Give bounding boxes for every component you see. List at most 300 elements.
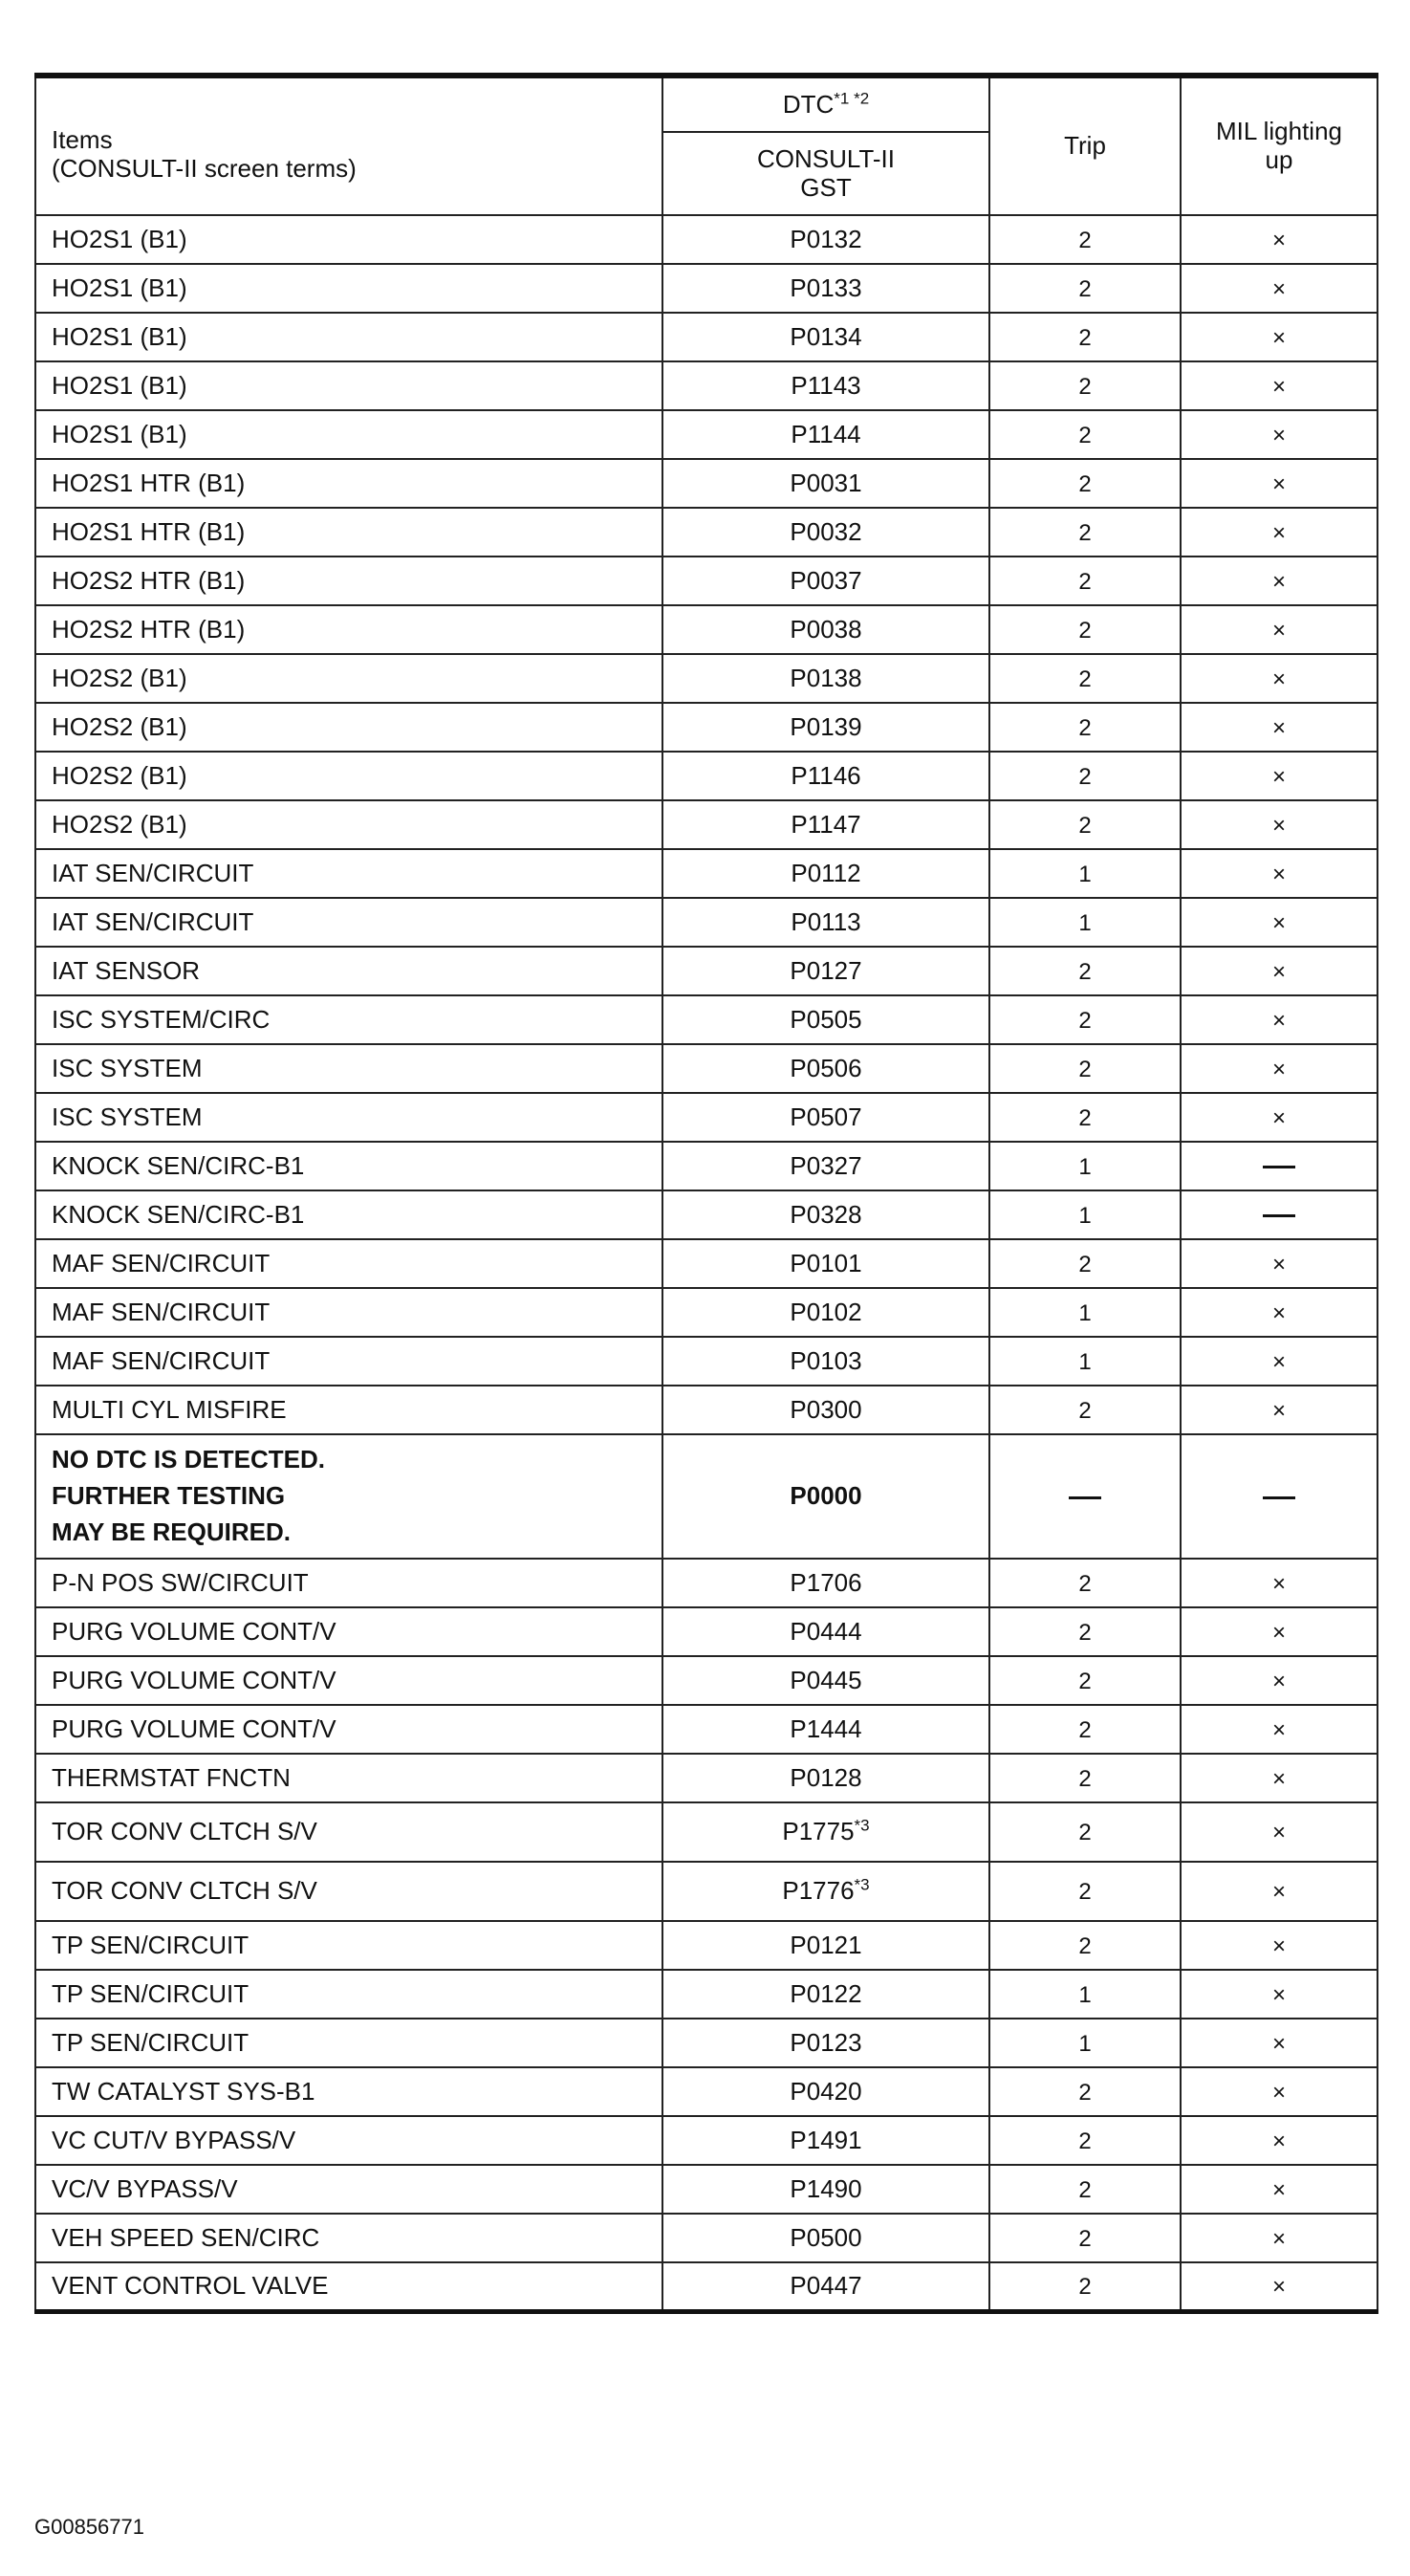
table-row <box>35 1921 1377 1970</box>
trip-cell <box>989 2067 1181 2116</box>
trip-cell <box>989 1607 1181 1656</box>
trip-cell <box>989 1921 1181 1970</box>
dtc-code: P0506 <box>790 1053 862 1082</box>
mark-value: 2 <box>1078 422 1092 448</box>
table-row <box>35 654 1377 703</box>
table-row <box>35 849 1377 898</box>
dtc-code: P1147 <box>791 809 861 839</box>
trip-cell <box>989 898 1181 947</box>
dtc-code-cell <box>662 995 989 1044</box>
mark-value: 1 <box>1078 1153 1092 1180</box>
table-row <box>35 1607 1377 1656</box>
dtc-code-cell <box>662 2116 989 2165</box>
mil-cell <box>1181 1705 1377 1754</box>
mil-cell <box>1181 849 1377 898</box>
dtc-subheader <box>662 132 989 215</box>
mil-cell <box>1181 1288 1377 1337</box>
item-cell: PURG VOLUME CONT/V <box>35 1607 662 1656</box>
trip-cell <box>989 1656 1181 1705</box>
item-cell: ISC SYSTEM/CIRC <box>35 995 662 1044</box>
mark-value: 2 <box>1078 324 1092 351</box>
item-cell: IAT SEN/CIRCUIT <box>35 849 662 898</box>
mark-value: × <box>1271 1007 1286 1034</box>
trip-cell <box>989 2165 1181 2214</box>
dtc-code-cell <box>662 800 989 849</box>
mark-value: 2 <box>1078 568 1092 595</box>
mark-value: × <box>1271 519 1286 546</box>
mark-value: × <box>1271 714 1286 741</box>
dtc-code-cell <box>662 752 989 800</box>
item-cell: HO2S1 HTR (B1) <box>35 459 662 508</box>
item-cell: HO2S2 (B1) <box>35 752 662 800</box>
dtc-code-cell <box>662 2067 989 2116</box>
table-row <box>35 264 1377 313</box>
mil-cell <box>1181 361 1377 410</box>
item-cell: TW CATALYST SYS-B1 <box>35 2067 662 2116</box>
mark-value: × <box>1271 1619 1286 1646</box>
item-cell: IAT SEN/CIRCUIT <box>35 898 662 947</box>
mark-value: 2 <box>1078 1007 1092 1034</box>
item-cell: HO2S2 HTR (B1) <box>35 557 662 605</box>
mark-value: × <box>1271 763 1286 790</box>
dtc-code: P0328 <box>790 1199 862 1229</box>
mil-cell <box>1181 947 1377 995</box>
dtc-code: P1444 <box>790 1714 862 1743</box>
mil-cell <box>1181 1559 1377 1607</box>
mark-value: 2 <box>1078 227 1092 253</box>
mark-value: × <box>1271 1570 1286 1597</box>
dtc-code-cell <box>662 1656 989 1705</box>
item-cell: ISC SYSTEM <box>35 1093 662 1142</box>
mil-cell <box>1181 752 1377 800</box>
table-row <box>35 605 1377 654</box>
mark-value: 2 <box>1078 1570 1092 1597</box>
table-row <box>35 1239 1377 1288</box>
dtc-code: P0134 <box>790 321 862 351</box>
mil-cell <box>1181 1239 1377 1288</box>
trip-cell <box>989 557 1181 605</box>
mark-value: 2 <box>1078 1716 1092 1743</box>
mil-header-line2: up <box>1265 145 1293 174</box>
item-cell: HO2S2 (B1) <box>35 703 662 752</box>
mil-cell <box>1181 313 1377 361</box>
table-body <box>35 215 1377 2311</box>
item-cell: MULTI CYL MISFIRE <box>35 1386 662 1434</box>
dtc-code: P1706 <box>790 1567 862 1597</box>
dtc-code-cell <box>662 1142 989 1190</box>
mark-value: × <box>1271 1820 1286 1846</box>
dtc-code-cell <box>662 1862 989 1921</box>
table-row <box>35 995 1377 1044</box>
mark-value: 2 <box>1078 714 1092 741</box>
mark-value: 1 <box>1078 861 1092 887</box>
dtc-code: P0447 <box>790 2270 862 2300</box>
dash-mark <box>1263 1496 1295 1499</box>
mark-value: × <box>1271 1251 1286 1277</box>
mark-value: 2 <box>1078 812 1092 839</box>
mark-value: 2 <box>1078 2176 1092 2203</box>
mil-cell <box>1181 459 1377 508</box>
mark-value: × <box>1271 2030 1286 2057</box>
item-line: MAY BE REQUIRED. <box>52 1517 291 1546</box>
trip-cell <box>989 1093 1181 1142</box>
mark-value: × <box>1271 2128 1286 2154</box>
dtc-code: P1490 <box>790 2173 862 2203</box>
mark-value: 1 <box>1078 1981 1092 2008</box>
table-row <box>35 1970 1377 2019</box>
dtc-code-cell <box>662 508 989 557</box>
dtc-code: P1143 <box>791 370 861 400</box>
item-line: NO DTC IS DETECTED. <box>52 1445 326 1474</box>
item-cell: VC CUT/V BYPASS/V <box>35 2116 662 2165</box>
item-cell: TP SEN/CIRCUIT <box>35 2019 662 2067</box>
table-row <box>35 361 1377 410</box>
mark-value: 2 <box>1078 2079 1092 2106</box>
dtc-code: P0102 <box>790 1297 862 1326</box>
mark-value: 2 <box>1078 1879 1092 1906</box>
mark-value: × <box>1271 2225 1286 2252</box>
mark-value: 2 <box>1078 2225 1092 2252</box>
mark-value: × <box>1271 568 1286 595</box>
dtc-footnote-mark: *3 <box>854 1875 870 1894</box>
mark-value: 2 <box>1078 1056 1092 1082</box>
mark-value: 2 <box>1078 2273 1092 2300</box>
mark-value: 2 <box>1078 373 1092 400</box>
item-cell: P-N POS SW/CIRCUIT <box>35 1559 662 1607</box>
mark-value: 2 <box>1078 763 1092 790</box>
dtc-code: P0139 <box>790 711 862 741</box>
table-row <box>35 947 1377 995</box>
table-row <box>35 800 1377 849</box>
mil-cell <box>1181 2067 1377 2116</box>
trip-cell <box>989 361 1181 410</box>
trip-cell <box>989 1239 1181 1288</box>
mil-cell <box>1181 898 1377 947</box>
trip-cell <box>989 508 1181 557</box>
item-cell: VEH SPEED SEN/CIRC <box>35 2214 662 2262</box>
table-row <box>35 1337 1377 1386</box>
dtc-code-cell <box>662 2165 989 2214</box>
item-cell: HO2S1 HTR (B1) <box>35 508 662 557</box>
trip-cell <box>989 703 1181 752</box>
mil-header-line1: MIL lighting <box>1216 117 1342 146</box>
mil-cell <box>1181 508 1377 557</box>
mark-value: × <box>1271 275 1286 302</box>
mark-value: × <box>1271 1104 1286 1131</box>
dtc-code: P0122 <box>790 1978 862 2008</box>
mark-value: 2 <box>1078 1251 1092 1277</box>
mil-cell <box>1181 2116 1377 2165</box>
trip-cell <box>989 2214 1181 2262</box>
item-cell: TOR CONV CLTCH S/V <box>35 1862 662 1921</box>
trip-cell <box>989 313 1181 361</box>
dtc-code: P0031 <box>790 468 862 497</box>
dtc-code: P0038 <box>790 614 862 644</box>
mark-value: × <box>1271 1348 1286 1375</box>
trip-cell <box>989 800 1181 849</box>
dtc-code-cell <box>662 605 989 654</box>
mil-cell <box>1181 1862 1377 1921</box>
mark-value: 2 <box>1078 2128 1092 2154</box>
dtc-code: P0103 <box>790 1345 862 1375</box>
mil-cell <box>1181 605 1377 654</box>
dtc-code: P1776 <box>782 1876 855 1906</box>
dtc-code: P0327 <box>790 1150 862 1180</box>
mil-cell <box>1181 1802 1377 1862</box>
table-row <box>35 1434 1377 1559</box>
dtc-code: P1775 <box>782 1817 855 1846</box>
mark-value: × <box>1271 1397 1286 1424</box>
mark-value: × <box>1271 1668 1286 1694</box>
mil-cell <box>1181 654 1377 703</box>
trip-cell <box>989 1434 1181 1559</box>
item-cell: KNOCK SEN/CIRC-B1 <box>35 1190 662 1239</box>
table-row <box>35 215 1377 264</box>
table-row <box>35 703 1377 752</box>
mark-value: × <box>1271 373 1286 400</box>
mil-cell <box>1181 1044 1377 1093</box>
mil-cell <box>1181 1434 1377 1559</box>
trip-cell <box>989 1754 1181 1802</box>
dtc-code: P0032 <box>790 516 862 546</box>
item-cell: TP SEN/CIRCUIT <box>35 1921 662 1970</box>
item-cell: HO2S1 (B1) <box>35 410 662 459</box>
mil-cell <box>1181 410 1377 459</box>
mark-value: 2 <box>1078 617 1092 644</box>
dtc-code-cell <box>662 1288 989 1337</box>
dtc-code-cell <box>662 654 989 703</box>
dtc-code-cell <box>662 1754 989 1802</box>
trip-cell <box>989 1970 1181 2019</box>
table-row <box>35 1559 1377 1607</box>
items-column-header <box>35 76 662 215</box>
mil-cell <box>1181 2214 1377 2262</box>
trip-cell <box>989 1802 1181 1862</box>
dtc-code-cell <box>662 2214 989 2262</box>
item-cell: HO2S2 (B1) <box>35 654 662 703</box>
table-row <box>35 1802 1377 1862</box>
table-row <box>35 1142 1377 1190</box>
mil-cell <box>1181 1656 1377 1705</box>
mil-cell <box>1181 1970 1377 2019</box>
mil-cell <box>1181 1754 1377 1802</box>
dtc-code-cell <box>662 215 989 264</box>
figure-id: G00856771 <box>34 2515 144 2539</box>
trip-cell <box>989 1044 1181 1093</box>
consult-label: CONSULT-II <box>757 143 895 173</box>
mark-value: × <box>1271 958 1286 985</box>
trip-cell <box>989 215 1181 264</box>
item-cell: PURG VOLUME CONT/V <box>35 1705 662 1754</box>
dtc-code: P0128 <box>790 1762 862 1792</box>
item-cell: HO2S1 (B1) <box>35 264 662 313</box>
item-cell: ISC SYSTEM <box>35 1044 662 1093</box>
dtc-code: P0444 <box>790 1616 862 1646</box>
mark-value: × <box>1271 2273 1286 2300</box>
dtc-code: P0505 <box>790 1004 862 1034</box>
mil-cell <box>1181 1386 1377 1434</box>
table-row <box>35 1862 1377 1921</box>
dtc-code-cell <box>662 361 989 410</box>
mark-value: 2 <box>1078 1104 1092 1131</box>
dtc-code-cell <box>662 1802 989 1862</box>
mark-value: × <box>1271 909 1286 936</box>
dtc-table-sheet <box>34 73 1377 2314</box>
trip-cell <box>989 459 1181 508</box>
dash-mark <box>1263 1166 1295 1168</box>
dtc-code-cell <box>662 1705 989 1754</box>
item-cell: VC/V BYPASS/V <box>35 2165 662 2214</box>
dtc-code-cell <box>662 849 989 898</box>
table-row <box>35 2019 1377 2067</box>
dtc-code: P1491 <box>790 2125 862 2154</box>
table-row <box>35 752 1377 800</box>
mark-value: 2 <box>1078 1765 1092 1792</box>
mark-value: × <box>1271 1981 1286 2008</box>
dtc-code-cell <box>662 947 989 995</box>
mark-value: × <box>1271 861 1286 887</box>
dtc-code: P0132 <box>790 224 862 253</box>
dtc-code: P0101 <box>790 1248 862 1277</box>
item-cell: HO2S1 (B1) <box>35 215 662 264</box>
table-row <box>35 1093 1377 1142</box>
trip-cell <box>989 1386 1181 1434</box>
mark-value: 1 <box>1078 909 1092 936</box>
dtc-code-cell <box>662 2019 989 2067</box>
dtc-code: P0123 <box>790 2027 862 2057</box>
mark-value: 2 <box>1078 470 1092 497</box>
trip-cell <box>989 264 1181 313</box>
mark-value: 2 <box>1078 1820 1092 1846</box>
dtc-code: P0037 <box>790 565 862 595</box>
mil-cell <box>1181 1921 1377 1970</box>
mark-value: × <box>1271 812 1286 839</box>
dtc-code: P0507 <box>790 1102 862 1131</box>
mark-value: × <box>1271 1932 1286 1959</box>
mil-column-header <box>1181 76 1377 215</box>
dtc-code-cell <box>662 410 989 459</box>
mark-value: 2 <box>1078 1668 1092 1694</box>
trip-cell <box>989 752 1181 800</box>
dtc-code-cell <box>662 264 989 313</box>
table-row <box>35 410 1377 459</box>
item-cell: KNOCK SEN/CIRC-B1 <box>35 1142 662 1190</box>
mil-cell <box>1181 1142 1377 1190</box>
dtc-code-cell <box>662 1386 989 1434</box>
trip-cell <box>989 995 1181 1044</box>
item-cell: HO2S2 (B1) <box>35 800 662 849</box>
table-row <box>35 2214 1377 2262</box>
mark-value: × <box>1271 1056 1286 1082</box>
mark-value: × <box>1271 1765 1286 1792</box>
table-row <box>35 2262 1377 2311</box>
dtc-code-cell <box>662 1559 989 1607</box>
mil-cell <box>1181 215 1377 264</box>
dtc-code-cell <box>662 898 989 947</box>
trip-cell <box>989 1862 1181 1921</box>
mark-value: × <box>1271 1299 1286 1326</box>
trip-cell <box>989 947 1181 995</box>
table-row <box>35 508 1377 557</box>
dtc-header-note: *1 *2 <box>834 88 870 107</box>
item-cell: IAT SENSOR <box>35 947 662 995</box>
item-cell: HO2S2 HTR (B1) <box>35 605 662 654</box>
dtc-code: P0113 <box>791 906 861 936</box>
dtc-code: P1146 <box>791 760 861 790</box>
dash-mark <box>1069 1496 1101 1499</box>
table-row <box>35 2116 1377 2165</box>
item-cell: TOR CONV CLTCH S/V <box>35 1802 662 1862</box>
dtc-code: P0300 <box>790 1394 862 1424</box>
dtc-code-cell <box>662 459 989 508</box>
mark-value: × <box>1271 227 1286 253</box>
table-row <box>35 459 1377 508</box>
trip-cell <box>989 2262 1181 2311</box>
mark-value: 2 <box>1078 666 1092 692</box>
trip-cell <box>989 654 1181 703</box>
item-cell: THERMSTAT FNCTN <box>35 1754 662 1802</box>
mark-value: 2 <box>1078 519 1092 546</box>
dtc-code: P0420 <box>790 2076 862 2106</box>
table-row <box>35 1705 1377 1754</box>
table-row <box>35 1656 1377 1705</box>
table-row <box>35 557 1377 605</box>
trip-cell <box>989 1142 1181 1190</box>
dtc-code-cell <box>662 1239 989 1288</box>
mark-value: × <box>1271 422 1286 448</box>
mark-value: 1 <box>1078 1299 1092 1326</box>
trip-cell <box>989 1705 1181 1754</box>
mil-cell <box>1181 1093 1377 1142</box>
mark-value: × <box>1271 2176 1286 2203</box>
dtc-code-cell <box>662 1607 989 1656</box>
mark-value: × <box>1271 324 1286 351</box>
dtc-code: P0112 <box>791 858 861 887</box>
table-row <box>35 1754 1377 1802</box>
trip-cell <box>989 2019 1181 2067</box>
item-cell: HO2S1 (B1) <box>35 313 662 361</box>
dtc-column-header <box>662 76 989 132</box>
mil-cell <box>1181 995 1377 1044</box>
item-cell: PURG VOLUME CONT/V <box>35 1656 662 1705</box>
dtc-code: P0127 <box>790 955 862 985</box>
mark-value: × <box>1271 470 1286 497</box>
table-row <box>35 313 1377 361</box>
mark-value: 2 <box>1078 1932 1092 1959</box>
mark-value: 2 <box>1078 275 1092 302</box>
dtc-code-cell <box>662 313 989 361</box>
items-header-line2: (CONSULT-II screen terms) <box>52 154 357 183</box>
item-cell: VENT CONTROL VALVE <box>35 2262 662 2311</box>
item-cell: MAF SEN/CIRCUIT <box>35 1288 662 1337</box>
mil-cell <box>1181 1190 1377 1239</box>
dtc-code-cell <box>662 1337 989 1386</box>
gst-label: GST <box>800 172 852 202</box>
dtc-code-cell <box>662 1190 989 1239</box>
mil-cell <box>1181 1337 1377 1386</box>
mark-value: × <box>1271 2079 1286 2106</box>
mil-cell <box>1181 2165 1377 2214</box>
dtc-code-cell <box>662 1921 989 1970</box>
trip-cell <box>989 2116 1181 2165</box>
dtc-code: P0500 <box>790 2222 862 2252</box>
table-row <box>35 898 1377 947</box>
mil-cell <box>1181 557 1377 605</box>
item-cell: HO2S1 (B1) <box>35 361 662 410</box>
dtc-code: P0138 <box>790 663 862 692</box>
dtc-code-cell <box>662 1093 989 1142</box>
mil-cell <box>1181 264 1377 313</box>
